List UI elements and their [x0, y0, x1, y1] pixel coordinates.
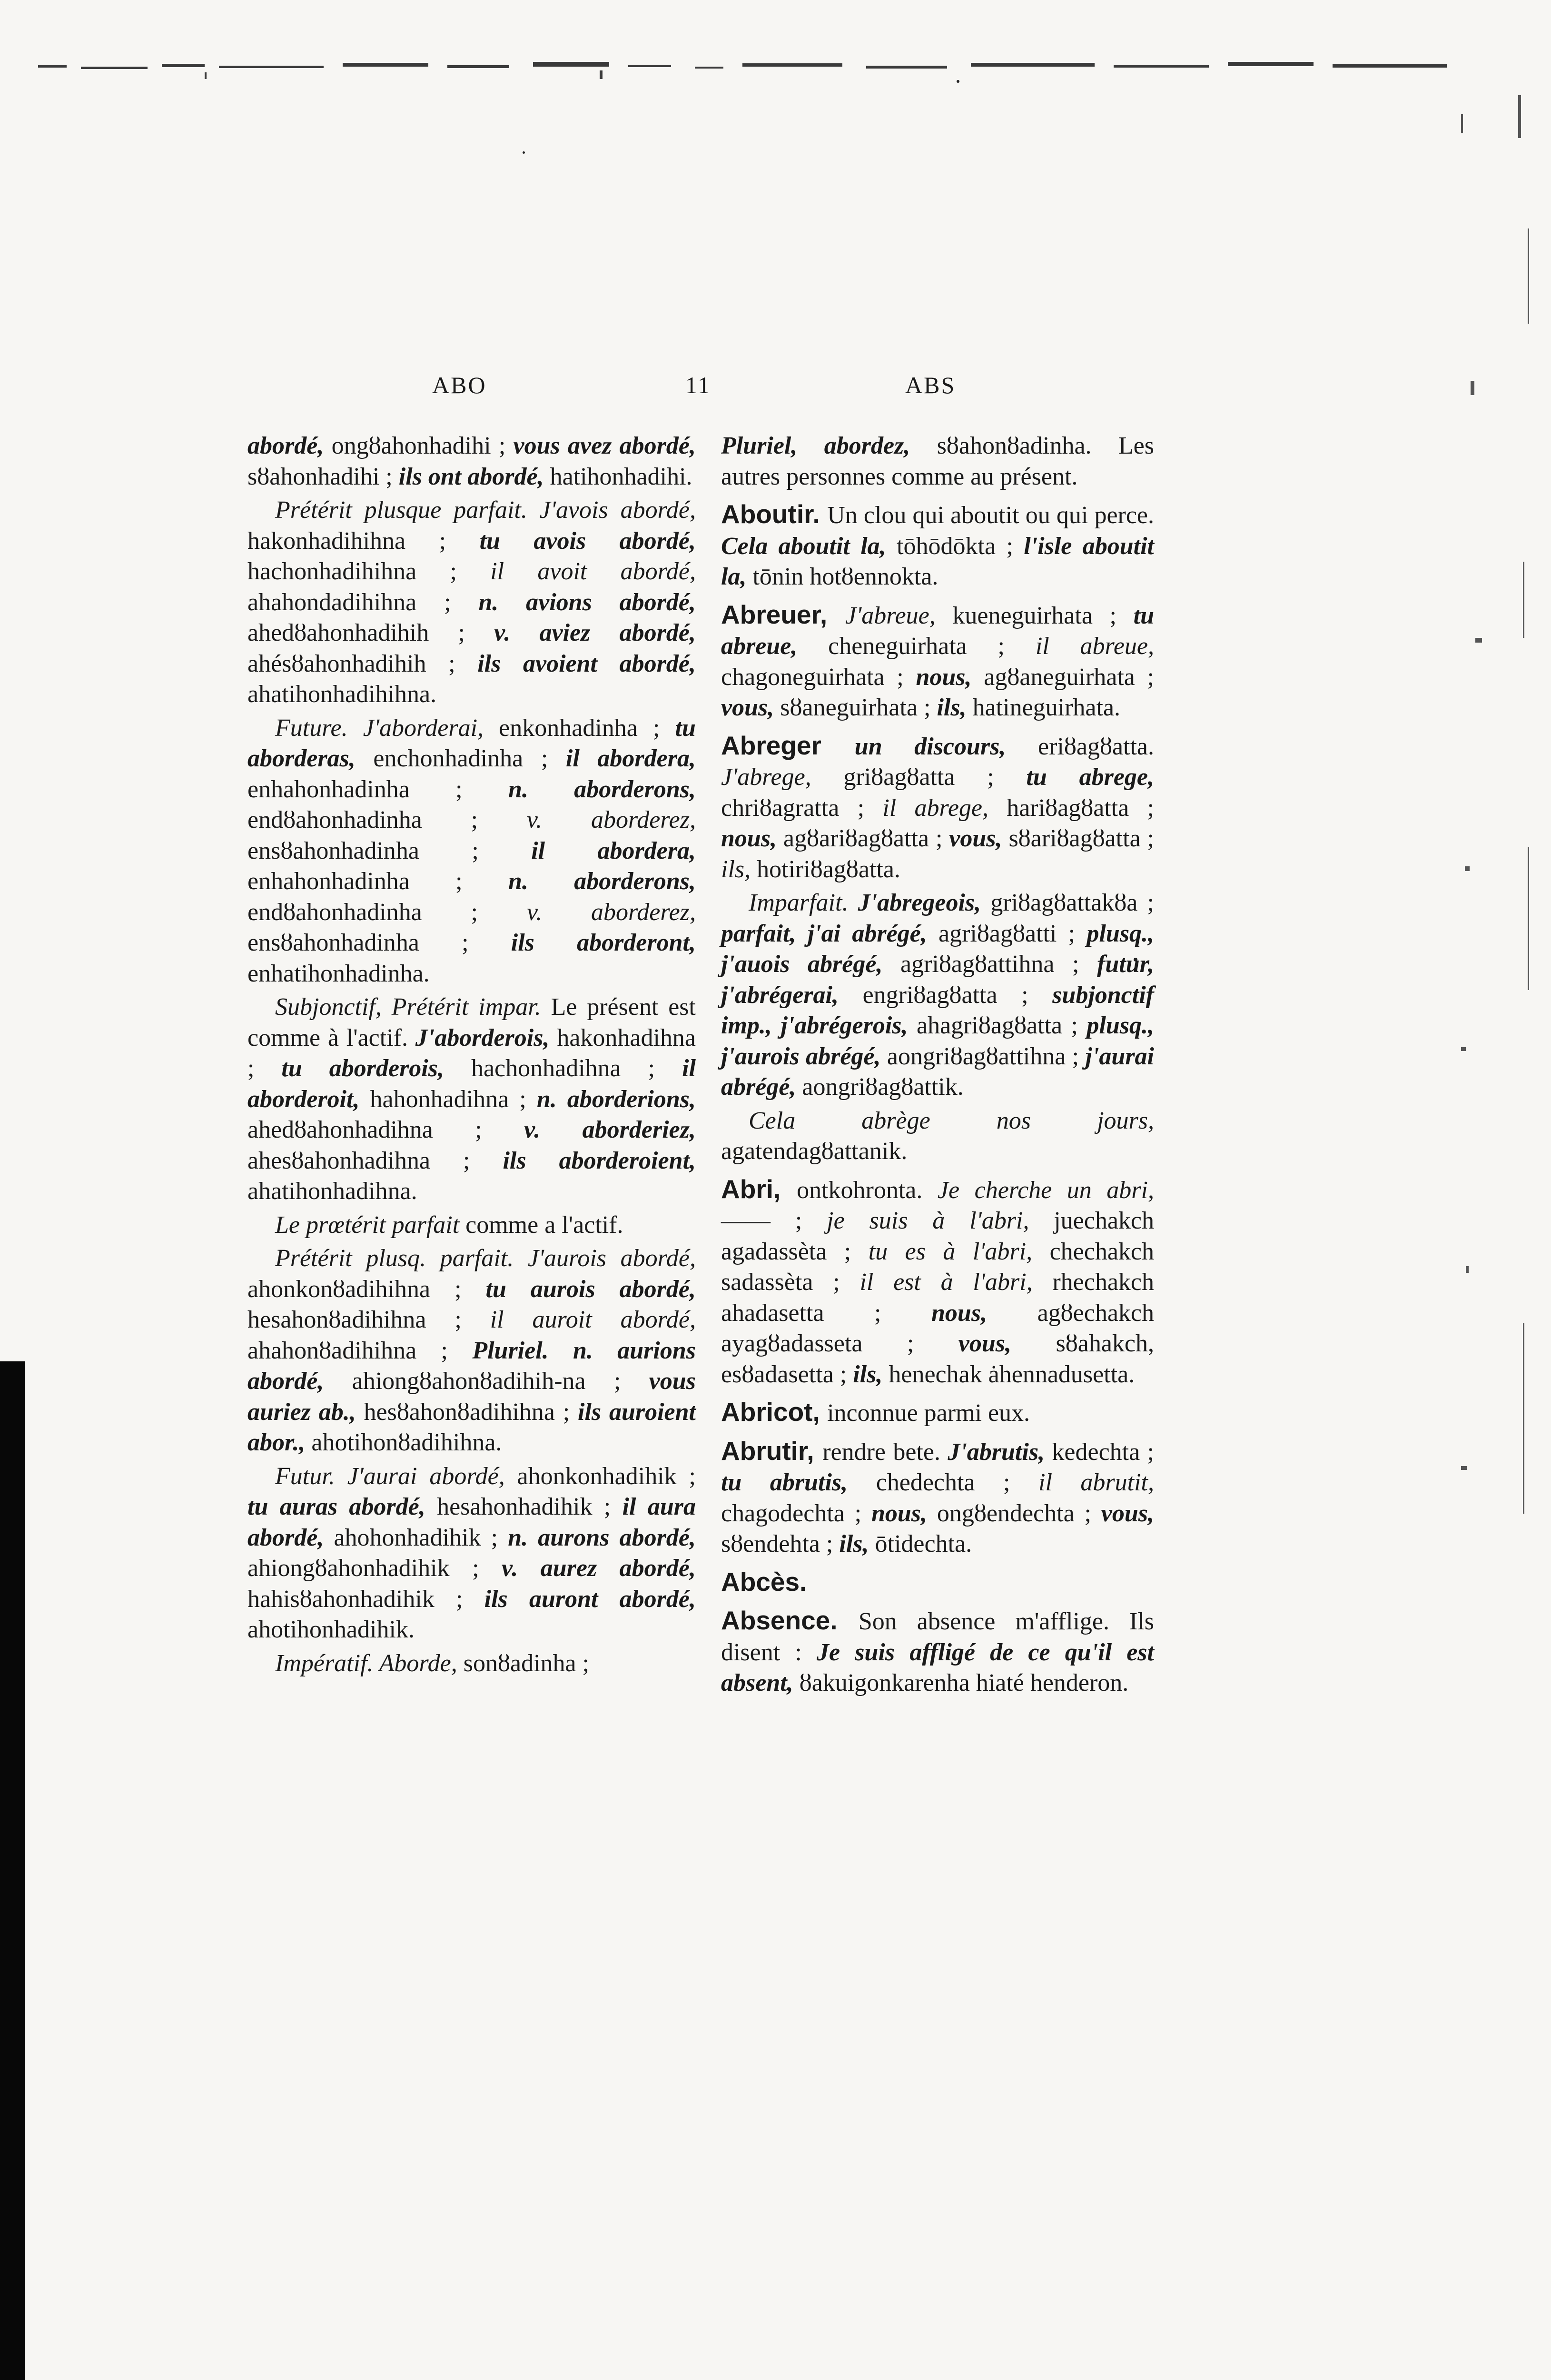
entry-abrutir: Abrutir, rendre bete. J'abrutis, kedechta ; tu abrutis, chedechta ; il abrutit, chagodechta ; nous, ongȣendechta ; vous, sȣendehta ; ils, ōtidechta.: [721, 1436, 1155, 1557]
page-number: 11: [685, 372, 711, 398]
paragraph: Imparfait. J'abregeois, griȣagȣattakȣa ; parfait, j'ai abrégé, agriȣagȣatti ; plusq., j'auois abrégé, agriȣagȣattihna ; futur, j'abrégerai, engriȣagȣatta ; subjonctif imp., j'abrégerois, ahagriȣagȣatta ; plusq., j'aurois abrégé, aongriȣagȣattihna ; j'aurai abrégé, aongriȣagȣattik.: [721, 889, 1154, 1101]
headword: Abrutir,: [721, 1436, 823, 1466]
stray-mark: [523, 151, 525, 154]
entry-absence: Absence. Son absence m'afflige. Ils disent : Je suis affligé de ce qu'il est absent, ȣakuigonkarenha hiaté henderon.: [721, 1606, 1154, 1696]
headword: Aboutir.: [721, 499, 828, 529]
entry-abreger: Abreger un discours, eriȣagȣatta. J'abrege, griȣagȣatta ; tu abrege, chriȣagratta ; il abrege, hariȣagȣatta ; nous, agȣariȣagȣatta ; vous, sȣariȣagȣatta ; ils, hotiriȣagȣatta.: [721, 730, 1154, 883]
headword: Abricot,: [721, 1397, 828, 1427]
entry-abces: [721, 1567, 1154, 1599]
paragraph: Prétérit plusque parfait. J'avois abordé, hakonhadihihna ; tu avois abordé, hachonhadihihna ; il avoit abordé, ahahondadihihna ; n. avions abordé, ahedȣahonhadihih ; v. aviez abordé, ahésȣahonhadihih ; ils avoient abordé, ahatihonhadihihna.: [247, 496, 696, 708]
scan-noise-top: [38, 56, 1475, 80]
paragraph: Prétérit plusq. parfait. J'aurois abordé, ahonkonȣadihihna ; tu aurois abordé, hesahonȣadihihna ; il auroit abordé, ahahonȣadihihna ; Pluriel. n. aurions abordé, ahiongȣahonȣadihih-na ; vous auriez ab., hesȣahonȣadihihna ; ils auroient abor., ahotihonȣadihihna.: [247, 1245, 696, 1456]
entry-aboutir: Aboutir. Un clou qui aboutit ou qui perce. Cela aboutit la, tōhōdōkta ; l'isle aboutit la, tōnin hotȣennokta.: [721, 499, 1154, 590]
entry-abri: Abri, ontkohronta. Je cherche un abri, —— ; je suis à l'abri, juechakch agadassèta ; tu es à l'abri, chechakch sadassèta ; il est à l'abri, rhechakch ahadasetta ; nous, agȣechakch ayagȣadasseta ; vous, sȣahakch, esȣadasetta ; ils, henechak ȧhennadusetta.: [721, 1174, 1154, 1388]
headword: Abreger: [721, 730, 855, 760]
paragraph: Pluriel, abordez, sȣahonȣadinha. Les autres personnes comme au présent.: [721, 432, 1154, 490]
entry-abreuer: Abreuer, J'abreue, kueneguirhata ; tu abreue, cheneguirhata ; il abreue, chagoneguirhata ; nous, agȣaneguirhata ; vous, sȣaneguirhata ; ils, hatineguirhata.: [721, 599, 1155, 721]
headword: Abcès.: [721, 1567, 807, 1597]
scan-edge-bar: [0, 1361, 25, 2380]
headword: Abreuer,: [721, 599, 846, 629]
paragraph: Subjonctif, Prétérit impar. Le présent est comme à l'actif. J'aborderois, hakonhadihna ; tu aborderois, hachonhadihna ; il aborderoit, hahonhadihna ; n. aborderions, ahedȣahonhadihna ; v. aborderiez, ahesȣahonhadihna ; ils aborderoient, ahatihonhadihna.: [247, 993, 696, 1205]
stray-mark: [957, 80, 959, 83]
paragraph: Futur. J'aurai abordé, ahonkonhadihik ; tu auras abordé, hesahonhadihik ; il aura abordé, ahohonhadihik ; n. aurons abordé, ahiongȣahonhadihik ; v. aurez abordé, hahisȣahonhadihik ; ils auront abordé, ahotihonhadihik.: [247, 1462, 696, 1643]
left-column: [247, 431, 696, 1679]
running-head-right: ABS: [905, 372, 956, 398]
entry-abricot: Abricot, inconnue parmi eux.: [721, 1397, 1030, 1427]
paragraph: Cela abrège nos jours, agatendagȣattanik.: [721, 1107, 1154, 1165]
scan-noise-right: [1456, 86, 1547, 1537]
headword: Abri,: [721, 1174, 797, 1204]
right-column: [721, 431, 1154, 1699]
running-head-left: ABO: [432, 372, 487, 398]
paragraph: Impératif. Aborde, sonȣadinha ;: [275, 1649, 590, 1677]
paragraph: Le prœtérit parfait comme a l'actif.: [275, 1211, 623, 1239]
paragraph: Future. J'aborderai, enkonhadinha ; tu aborderas, enchonhadinha ; il abordera, enhahonhadinha ; n. aborderons, endȣahonhadinha ; v. aborderez, ensȣahonhadinha ; il abordera, enhahonhadinha ; n. aborderons, endȣahonhadinha ; v. aborderez, ensȣahonhadinha ; ils aborderont, enhatihonhadinha.: [247, 714, 696, 987]
paragraph: abordé, ongȣahonhadihi ; vous avez abordé, sȣahonhadihi ; ils ont abordé, hatihonhadihi.: [247, 432, 696, 490]
headword: Absence.: [721, 1606, 859, 1635]
